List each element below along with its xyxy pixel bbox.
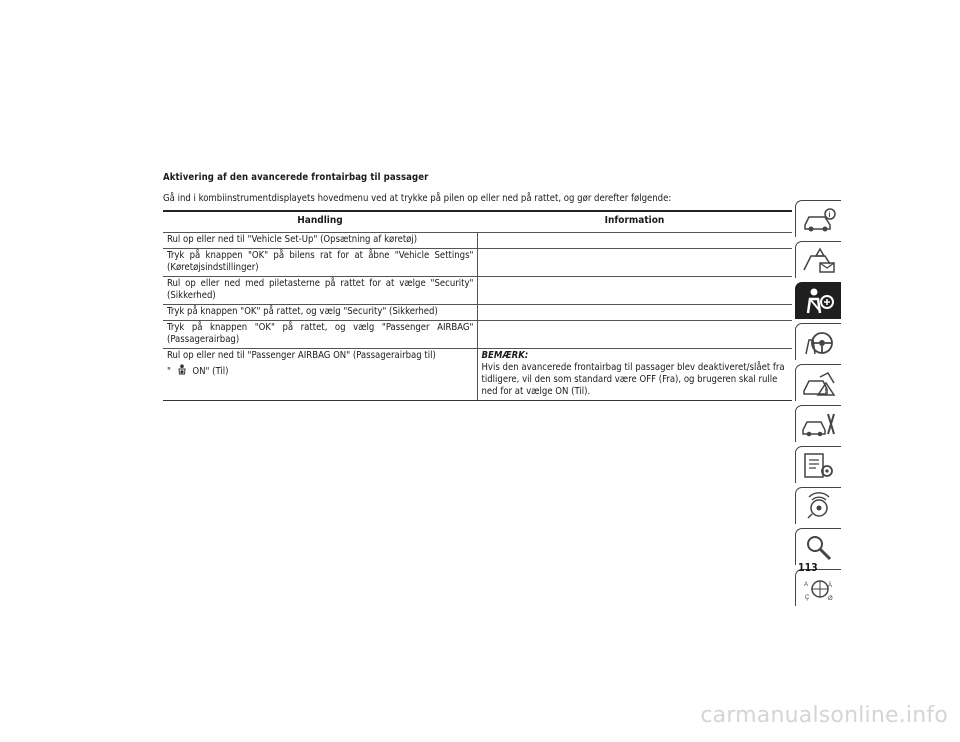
svg-text:i: i: [828, 212, 831, 219]
action-line-with-icon: [167, 364, 474, 378]
watermark: carmanualsonline.info: [700, 703, 948, 728]
action-cell: Tryk på knappen "OK" på rattet, og vælg "Passenger AIRBAG" (Passagerairbag): [163, 321, 477, 349]
action-line: Rul op eller ned til "Passenger AIRBAG ON" (Passagerairbag til): [167, 350, 436, 361]
action-cell: Rul op eller ned til "Vehicle Set-Up" (Opsætning af køretøj): [163, 233, 477, 249]
table-row: [163, 233, 792, 249]
warning-lights-messages-icon: [800, 246, 838, 275]
table-row: [163, 277, 792, 305]
tab-servicing[interactable]: [795, 405, 841, 442]
technical-specifications-icon: [800, 451, 838, 480]
table-row: [163, 349, 792, 401]
tab-vehicle-info[interactable]: [795, 200, 841, 237]
info-cell: [477, 249, 792, 277]
tab-warning-lights[interactable]: [795, 241, 841, 278]
chapter-tabs: [795, 200, 841, 610]
info-cell: [477, 305, 792, 321]
multimedia-icon: [800, 492, 838, 521]
svg-text:Ä: Ä: [828, 583, 833, 589]
tab-technical-specs[interactable]: [795, 446, 841, 483]
index-search-icon: [800, 533, 838, 562]
info-cell: [477, 349, 792, 401]
action-cell: Tryk på knappen "OK" på rattet, og vælg "Security" (Sikkerhed): [163, 305, 477, 321]
action-cell: [163, 349, 477, 401]
languages-icon: [800, 574, 838, 603]
servicing-maintenance-icon: [800, 410, 838, 439]
table-header-row: [163, 211, 792, 233]
intro-text: Gå ind i kombiinstrumentdisplayets hovedmenu ved at trykke på pilen op eller ned på rattet, og gør derefter følgende:: [163, 193, 672, 204]
svg-text:!: !: [824, 388, 827, 395]
passenger-airbag-icon: [177, 364, 187, 376]
section-title: Aktivering af den avancerede frontairbag til passager: [163, 172, 429, 183]
info-cell: [477, 233, 792, 249]
tab-safety[interactable]: [795, 282, 841, 319]
safety-seatbelt-icon: [800, 287, 838, 316]
tab-multimedia[interactable]: [795, 487, 841, 524]
note-label: BEMÆRK:: [481, 350, 529, 361]
table-row: [163, 249, 792, 277]
header-action: Handling: [163, 211, 477, 233]
note-text: Hvis den avancerede frontairbag til passager blev deaktiveret/slået fra tidligere, vil den som standard være OFF (Fra), og brugeren skal rulle ned for at vælge ON (Til).: [481, 362, 785, 397]
action-prefix: ": [167, 366, 171, 377]
starting-driving-icon: [800, 328, 838, 357]
emergency-icon: [800, 369, 838, 398]
header-info: Information: [477, 211, 792, 233]
action-cell: Rul op eller ned med piletasterne på rattet for at vælge "Security" (Sikkerhed): [163, 277, 477, 305]
table-row: [163, 305, 792, 321]
action-suffix: ON" (Til): [192, 366, 229, 377]
tab-starting-driving[interactable]: [795, 323, 841, 360]
tab-emergency[interactable]: [795, 364, 841, 401]
page-number: 113: [798, 562, 818, 574]
tab-index[interactable]: [795, 528, 841, 565]
instruction-table: [163, 210, 792, 401]
info-cell: [477, 321, 792, 349]
tab-languages[interactable]: [795, 569, 841, 606]
svg-text:A: A: [804, 582, 809, 588]
svg-text:Ç: Ç: [805, 595, 810, 601]
action-cell: Tryk på knappen "OK" på bilens rat for at åbne "Vehicle Settings" (Køretøjsindstillinger): [163, 249, 477, 277]
vehicle-info-icon: [800, 205, 838, 234]
table-row: [163, 321, 792, 349]
svg-text:Ø: Ø: [828, 596, 833, 602]
info-cell: [477, 277, 792, 305]
